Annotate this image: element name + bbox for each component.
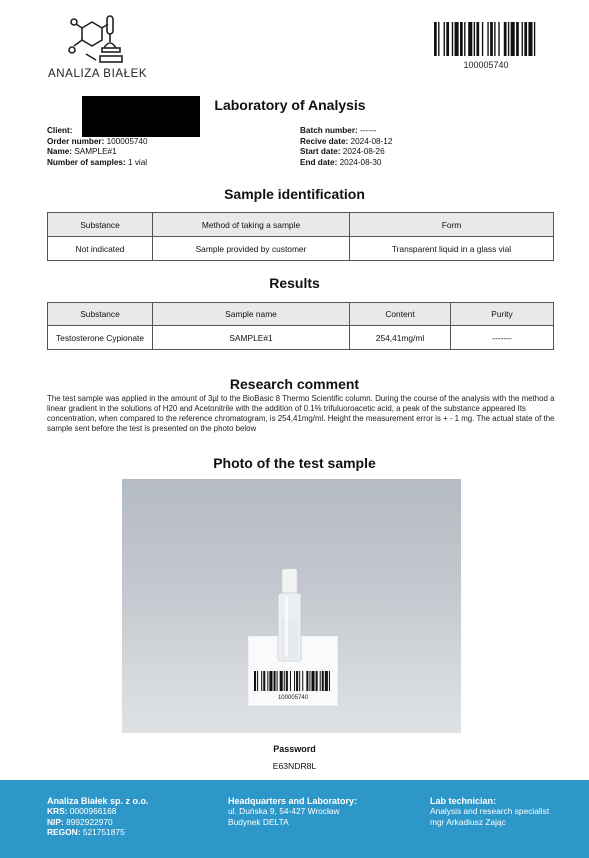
krs-label: KRS: [47, 806, 68, 817]
krs-value: 0000966168 [69, 806, 117, 817]
table-header-cell: Form [350, 213, 554, 237]
table-header-row [48, 303, 554, 326]
page-title: Laboratory of Analysis [214, 97, 366, 113]
table-header-cell: Sample name [153, 303, 350, 326]
number-of-samples-label: Number of samples: [47, 157, 126, 167]
end-date-value: 2024-08-30 [339, 157, 382, 167]
table-row [48, 237, 554, 261]
receive-date-value: 2024-08-12 [350, 136, 393, 146]
section-title-photo: Photo of the test sample [213, 455, 376, 471]
client-info-right [300, 126, 392, 168]
table-header-cell: Substance [48, 213, 153, 237]
section-title-comment: Research comment [229, 376, 360, 392]
footer-technician-title: Lab technician: [430, 796, 497, 806]
regon-value: 521751875 [82, 827, 125, 838]
nip-value: 8992922970 [66, 816, 113, 827]
footer-hq-address: ul. Duńska 9, 54-427 Wrocław [228, 806, 340, 817]
client-label: Client: [47, 126, 73, 135]
table-row [48, 326, 554, 350]
table-header-cell: Substance [48, 303, 153, 326]
footer-company-block [47, 796, 149, 838]
nip-label: NIP: [47, 816, 64, 827]
footer-hq-building: Budynek DELTA [228, 816, 289, 827]
table-cell: Testosterone Cypionate [48, 326, 153, 350]
footer-hq-block [228, 796, 357, 827]
footer-technician-name: mgr Arkadiusz Zając [430, 816, 506, 827]
password-label: Password [273, 744, 316, 754]
name-label: Name: [47, 147, 73, 156]
start-date-value: 2024-08-26 [342, 147, 385, 156]
section-title-identification: Sample identification [224, 186, 365, 202]
company-logo-text: ANALIZA BIAŁEK [48, 68, 148, 80]
start-date-label: Start date: [300, 147, 341, 156]
number-of-samples-value: 1 vial [128, 157, 148, 167]
identification-table [47, 212, 554, 261]
table-header-cell: Purity [451, 303, 554, 326]
footer-technician-role: Analysis and research specialist [430, 806, 550, 817]
password-value: E63NDR8L [272, 761, 317, 771]
regon-label: REGON: [47, 827, 81, 838]
footer-technician-block [430, 796, 549, 827]
batch-number-label: Batch number: [300, 126, 358, 135]
receive-date-label: Recive date: [300, 136, 349, 146]
redaction-box [82, 96, 200, 137]
footer-company-name: Analiza Białek sp. z o.o. [47, 796, 149, 806]
table-cell: ------- [451, 326, 554, 350]
research-comment-text: The test sample was applied in the amount of 3µl to the BioBasic 8 Thermo Scientific column. During the course of the analysis with the method a linear gradient in the solutions of H20 and Acetonitrile with the addition of 0.1% trifuluoroacetic acid, a peak of the substance appeared Its concentration, when compared to the reference chromatogram, is 254,41mg/ml. Height the measurement error is + - 1 mg. The actual state of the sample sent before the test is presented on the photo below [47, 394, 555, 434]
results-table [47, 302, 554, 350]
table-cell: 254,41mg/ml [350, 326, 451, 350]
table-header-row [48, 213, 554, 237]
batch-number-value: ------ [360, 126, 377, 135]
order-number-label: Order number: [47, 136, 105, 146]
section-title-results: Results [269, 275, 320, 291]
end-date-label: End date: [300, 157, 338, 167]
name-value: SAMPLE#1 [74, 147, 117, 156]
barcode-image [434, 22, 538, 56]
table-cell: Sample provided by customer [153, 237, 350, 261]
footer-hq-title: Headquarters and Laboratory: [228, 796, 358, 806]
table-header-cell: Method of taking a sample [153, 213, 350, 237]
table-header-cell: Content [350, 303, 451, 326]
barcode-number: 100005740 [463, 60, 509, 70]
table-cell: Transparent liquid in a glass vial [350, 237, 554, 261]
sample-photo [122, 479, 461, 733]
molecule-logo-icon [66, 14, 126, 66]
table-cell: Not indicated [48, 237, 153, 261]
order-number-value: 100005740 [106, 136, 148, 146]
table-cell: SAMPLE#1 [153, 326, 350, 350]
footer [0, 780, 589, 858]
svg-text:100005740: 100005740 [277, 695, 309, 701]
